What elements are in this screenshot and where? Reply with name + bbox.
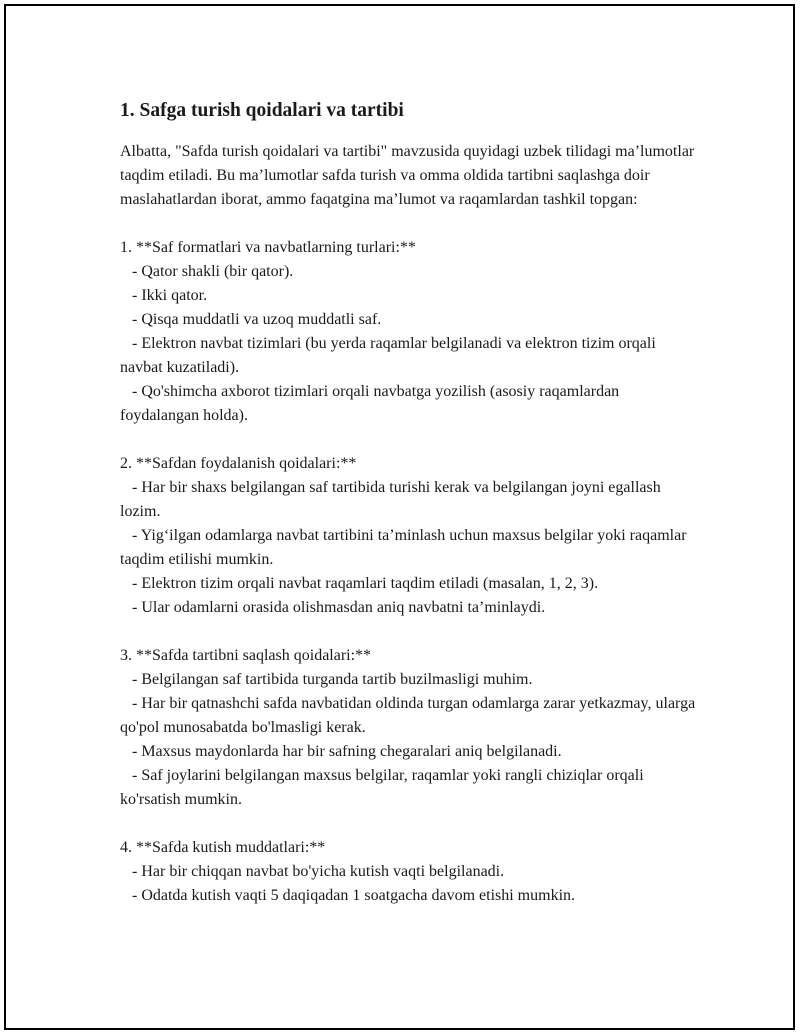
document-title: 1. Safga turish qoidalari va tartibi xyxy=(120,100,404,121)
list-item: - Har bir shaxs belgilangan saf tartibida turishi kerak va belgilangan joyni egallash lozim. xyxy=(120,479,665,520)
section-tartib-saqlash xyxy=(120,644,700,812)
list-item: - Belgilangan saf tartibida turganda tartib buzilmasligi muhim. xyxy=(120,671,533,688)
list-item: - Qator shakli (bir qator). xyxy=(120,263,294,280)
list-item: - Maxsus maydonlarda har bir safning chegaralari aniq belgilanadi. xyxy=(120,743,562,760)
list-item: - Qo'shimcha axborot tizimlari orqali navbatga yozilish (asosiy raqamlardan foydalangan holda). xyxy=(120,383,624,424)
section-heading: 3. **Safda tartibni saqlash qoidalari:** xyxy=(120,647,372,664)
intro-paragraph: Albatta, "Safda turish qoidalari va tartibi" mavzusida quyidagi uzbek tilidagi ma’lumotlar taqdim etiladi. Bu ma’lumotlar safda turish va omma oldida tartibni saqlashga doir maslahatlardan iborat, ammo faqatgina ma’lumot va raqamlardan tashkil topgan: xyxy=(120,143,699,208)
list-item: - Odatda kutish vaqti 5 daqiqadan 1 soatgacha davom etishi mumkin. xyxy=(120,887,576,904)
list-item: - Elektron tizim orqali navbat raqamlari taqdim etiladi (masalan, 1, 2, 3). xyxy=(120,575,599,592)
document-page xyxy=(4,4,795,1030)
list-item: - Elektron navbat tizimlari (bu yerda raqamlar belgilanadi va elektron tizim orqali navbat kuzatiladi). xyxy=(120,335,660,376)
section-heading: 2. **Safdan foydalanish qoidalari:** xyxy=(120,455,357,472)
list-item: - Saf joylarini belgilangan maxsus belgilar, raqamlar yoki rangli chiziqlar orqali ko'rsatish mumkin. xyxy=(120,767,648,808)
section-kutish-muddatlari xyxy=(120,836,700,908)
list-item: - Qisqa muddatli va uzoq muddatli saf. xyxy=(120,311,382,328)
document-body xyxy=(120,96,700,908)
list-item: - Yig‘ilgan odamlarga navbat tartibini ta’minlash uchun maxsus belgilar yoki raqamlar taqdim etilishi mumkin. xyxy=(120,527,691,568)
section-saf-formatlari xyxy=(120,236,700,428)
list-item: - Ular odamlarni orasida olishmasdan aniq navbatni ta’minlaydi. xyxy=(120,599,546,616)
section-heading: 1. **Saf formatlari va navbatlarning turlari:** xyxy=(120,239,416,256)
section-foydalanish-qoidalari xyxy=(120,452,700,620)
list-item: - Har bir chiqqan navbat bo'yicha kutish vaqti belgilanadi. xyxy=(120,863,505,880)
list-item: - Ikki qator. xyxy=(120,287,208,304)
section-heading: 4. **Safda kutish muddatlari:** xyxy=(120,839,326,856)
list-item: - Har bir qatnashchi safda navbatidan oldinda turgan odamlarga zarar yetkazmay, ularga qo'pol munosabatda bo'lmasligi kerak. xyxy=(120,695,700,736)
